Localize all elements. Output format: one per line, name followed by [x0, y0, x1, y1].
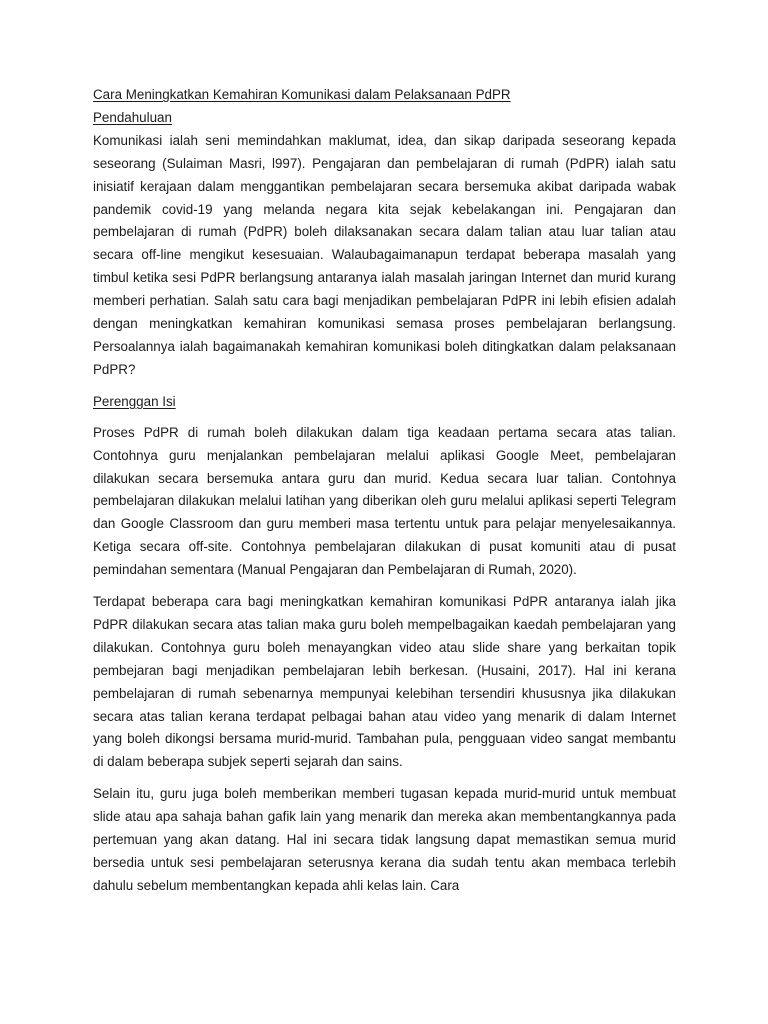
paragraph-body-1: Proses PdPR di rumah boleh dilakukan dalam tiga keadaan pertama secara atas talian. Contohnya guru menjalankan pembelajaran melalui aplikasi Google Meet, pembelajaran dilakukan secara bersemuka antara guru dan murid. Kedua secara luar talian. Contohnya pembelajaran dilakukan melalui latihan yang diberikan oleh guru melalui aplikasi seperti Telegram dan Google Classroom dan guru memberi masa tertentu untuk para pelajar menyelesaikannya. Ketiga secara off-site. Contohnya pembelajaran dilakukan di pusat komuniti atau di pusat pemindahan sementara (Manual Pengajaran dan Pembelajaran di Rumah, 2020). — [93, 424, 676, 578]
paragraph-body-2: Terdapat beberapa cara bagi meningkatkan kemahiran komunikasi PdPR antaranya ialah jika PdPR dilakukan secara atas talian maka guru boleh mempelbagaikan kaedah pembelajaran yang dilakukan. Contohnya guru boleh menayangkan video atau slide share yang berkaitan topik pembejaran bagi menjadikan pembelajaran lebih berkesan. (Husaini, 2017). Hal ini kerana pembelajaran di rumah sebenarnya mempunyai kelebihan tersendiri khususnya jika dilakukan secara atas talian kerana terdapat pelbagai bahan atau video yang menarik di dalam Internet yang boleh dikongsi bersama murid-murid. Tambahan pula, pengguaan video sangat membantu di dalam beberapa subjek seperti sejarah dan sains. — [93, 594, 676, 770]
paragraph-body-3: Selain itu, guru juga boleh memberikan memberi tugasan kepada murid-murid untuk membuat slide atau apa sahaja bahan gafik lain yang menarik dan mereka akan membentangkannya pada pertemuan yang akan datang. Hal ini secara tidak langsung dapat memastikan semua murid bersedia untuk sesi pembelajaran seterusnya kerana dia sudah tentu akan membaca terlebih dahulu sebelum membentangkan kepada ahli kelas lain. Cara — [93, 786, 676, 893]
document-page — [93, 84, 676, 907]
section-heading-perenggan-isi: Perenggan Isi — [93, 393, 176, 409]
section-heading-pendahuluan: Pendahuluan — [93, 109, 172, 125]
document-title: Cara Meningkatkan Kemahiran Komunikasi dalam Pelaksanaan PdPR — [93, 87, 511, 102]
paragraph-introduction: Komunikasi ialah seni memindahkan maklumat, idea, dan sikap daripada seseorang kepada seseorang (Sulaiman Masri, l997). Pengajaran dan pembelajaran di rumah (PdPR) ialah satu inisiatif kerajaan dalam menggantikan pembelajaran secara bersemuka akibat daripada wabak pandemik covid-19 yang melanda negara kita sejak kebelakangan ini. Pengajaran dan pembelajaran di rumah (PdPR) boleh dilaksanakan secara dalam talian atau luar talian atau secara off-line mengikut kesesuaian. Walaubagaimanapun terdapat beberapa masalah yang timbul ketika sesi PdPR berlangsung antaranya ialah masalah jaringan Internet dan murid kurang memberi perhatian. Salah satu cara bagi menjadikan pembelajaran PdPR ini lebih efisien adalah dengan meningkatkan kemahiran komunikasi semasa proses pembelajaran berlangsung. Persoalannya ialah bagaimanakah kemahiran komunikasi boleh ditingkatkan dalam pelaksanaan PdPR? — [93, 132, 676, 377]
